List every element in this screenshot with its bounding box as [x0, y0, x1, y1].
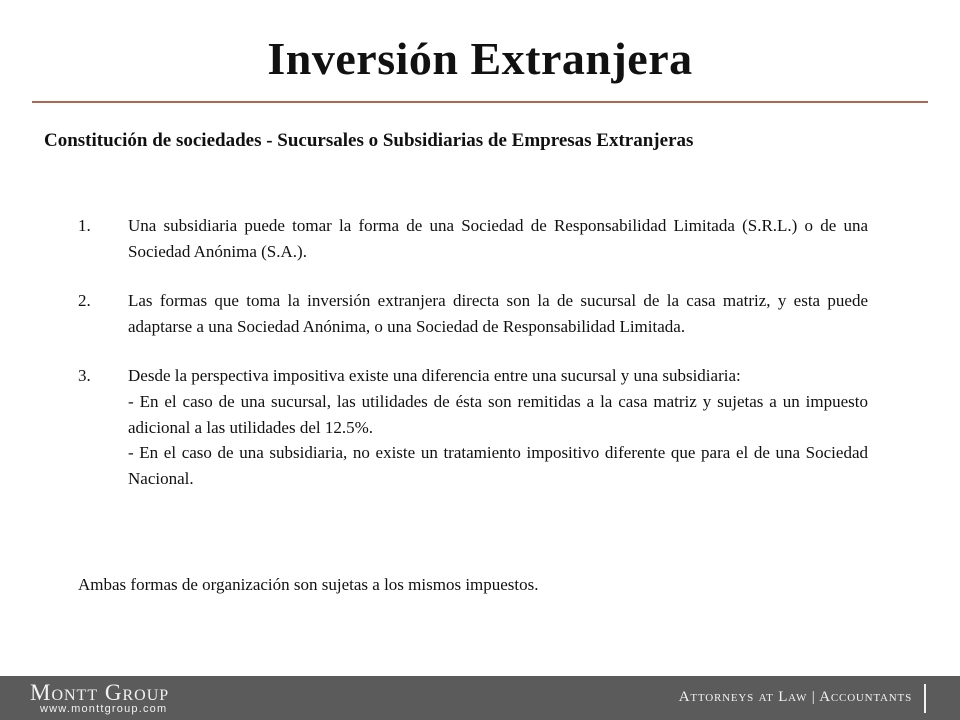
list-item-subpoint: - En el caso de una sucursal, las utilidades de ésta son remitidas a la casa matriz y sujetas a un impuesto adicional a las utilidades del 12.5%. — [128, 391, 868, 437]
list-item-text: Las formas que toma la inversión extranjera directa son la de sucursal de la casa matriz, y esta puede adaptarse a una Sociedad Anónima, o una Sociedad de Responsabilidad Limitada. — [128, 291, 868, 336]
list-item-text: Desde la perspectiva impositiva existe una diferencia entre una sucursal y una subsidiaria: — [128, 366, 741, 386]
title-divider — [32, 101, 928, 103]
closing-statement: Ambas formas de organización son sujetas a los mismos impuestos. — [78, 575, 539, 594]
list-item-number: 1. — [78, 216, 91, 235]
list-item-subpoint: - En el caso de una subsidiaria, no existe un tratamiento impositivo diferente que para el de una Sociedad Nacional. — [128, 443, 868, 488]
footer-divider — [924, 684, 926, 713]
list-item-number: 3. — [78, 366, 91, 386]
slide-subtitle: Constitución de sociedades - Sucursales o Subsidiarias de Empresas Extranjeras — [44, 130, 694, 151]
list-item-text: Una subsidiaria puede tomar la forma de una Sociedad de Responsabilidad Limitada (S.R.L.) o de una Sociedad Anónima (S.A.). — [128, 216, 868, 261]
list-item-number: 2. — [78, 291, 91, 311]
list-item — [78, 288, 868, 339]
footer-bar — [0, 676, 960, 720]
footer-tagline: Attorneys at Law | Accountants — [678, 689, 912, 705]
company-logo-text: Montt Group — [30, 680, 170, 705]
numbered-list — [78, 213, 868, 515]
slide-title: Inversión Extranjera — [267, 33, 693, 84]
website-link[interactable]: www.monttgroup.com — [40, 703, 168, 715]
list-item — [78, 363, 868, 491]
list-item — [78, 213, 868, 264]
